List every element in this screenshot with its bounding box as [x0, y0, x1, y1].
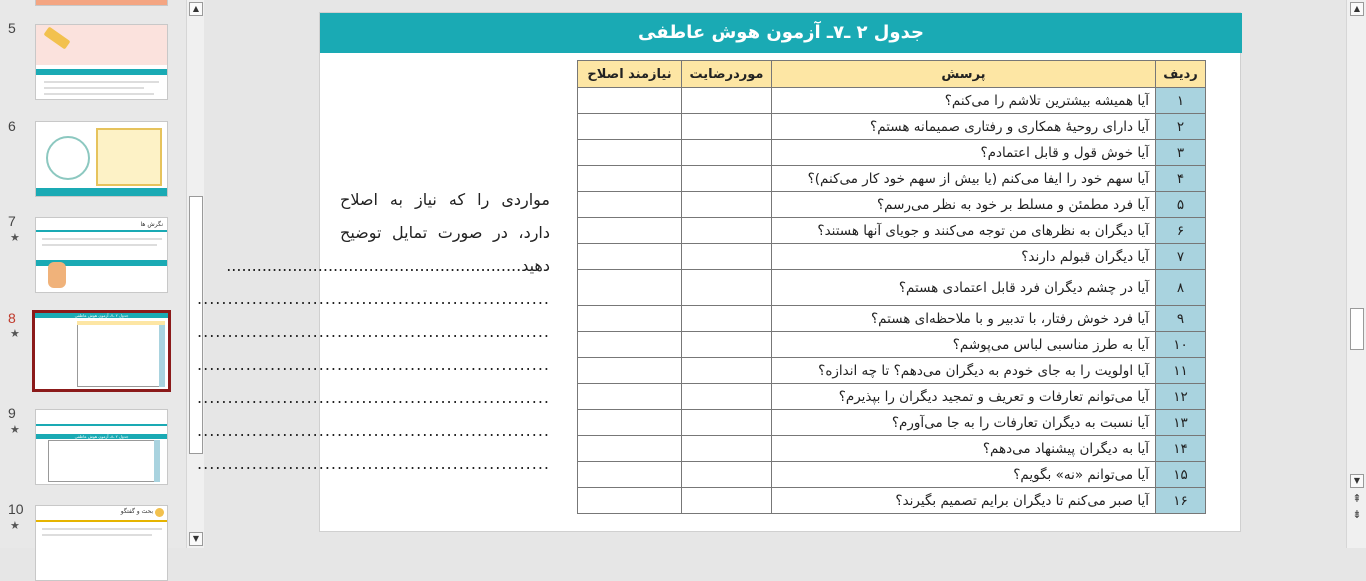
question-cell: آیا سهم خود را ایفا می‌کنم (یا بیش از سهم خود کار می‌کنم)؟: [772, 166, 1156, 192]
satisfaction-cell[interactable]: [682, 166, 772, 192]
table-row: [578, 140, 1206, 166]
needs-fix-cell[interactable]: [578, 436, 682, 462]
comment-text-box[interactable]: [197, 183, 550, 480]
slide-editor[interactable]: [197, 0, 1346, 548]
table-row: [578, 244, 1206, 270]
needs-fix-cell[interactable]: [578, 410, 682, 436]
satisfaction-cell[interactable]: [682, 244, 772, 270]
editor-scroll-up-button[interactable]: ▲: [1350, 2, 1364, 16]
scroll-down-button[interactable]: ▼: [189, 532, 203, 546]
slide-thumbnail-6[interactable]: [35, 121, 168, 197]
header-satisfaction: موردرضایت: [682, 61, 772, 88]
question-cell: آیا دیگران قبولم دارند؟: [772, 244, 1156, 270]
header-row-number: ردیف: [1156, 61, 1206, 88]
dotted-line-6: ..........................................................: [197, 454, 550, 473]
question-cell: آیا همیشه بیشترین تلاشم را می‌کنم؟: [772, 88, 1156, 114]
question-cell: آیا دیگران به نظرهای من توجه می‌کنند و جویای آنها هستند؟: [772, 218, 1156, 244]
header-needs-fix: نیازمند اصلاح: [578, 61, 682, 88]
needs-fix-cell[interactable]: [578, 488, 682, 514]
table-row: [578, 410, 1206, 436]
row-number: ۱: [1156, 88, 1206, 114]
question-cell: آیا در چشم دیگران فرد قابل اعتمادی هستم؟: [772, 270, 1156, 306]
slide-7-animation-icon: ★: [10, 231, 20, 244]
needs-fix-cell[interactable]: [578, 332, 682, 358]
question-cell: آیا به طرز مناسبی لباس می‌پوشم؟: [772, 332, 1156, 358]
table-row: [578, 88, 1206, 114]
needs-fix-cell[interactable]: [578, 88, 682, 114]
table-row: [578, 436, 1206, 462]
slide-thumbnail-8[interactable]: جدول ۲ ـ۷ـ آزمون هوش عاطفی: [32, 310, 171, 392]
satisfaction-cell[interactable]: [682, 384, 772, 410]
row-number: ۱۶: [1156, 488, 1206, 514]
satisfaction-cell[interactable]: [682, 358, 772, 384]
table-row: [578, 192, 1206, 218]
slide-thumbnail-10[interactable]: بحث و گفتگو: [35, 505, 168, 581]
dotted-line-5: ..........................................................: [197, 421, 550, 440]
table-row: [578, 462, 1206, 488]
row-number: ۳: [1156, 140, 1206, 166]
satisfaction-cell[interactable]: [682, 332, 772, 358]
row-number: ۱۲: [1156, 384, 1206, 410]
slide-thumbnail-4[interactable]: [35, 0, 168, 6]
editor-scroll-thumb[interactable]: [1350, 308, 1364, 350]
row-number: ۱۳: [1156, 410, 1206, 436]
dotted-line-1: ..........................................................: [197, 289, 550, 308]
row-number: ۷: [1156, 244, 1206, 270]
satisfaction-cell[interactable]: [682, 410, 772, 436]
table-row: [578, 114, 1206, 140]
table-row: [578, 384, 1206, 410]
slide-8-animation-icon: ★: [10, 327, 20, 340]
table-row: [578, 270, 1206, 306]
row-number: ۲: [1156, 114, 1206, 140]
question-cell: آیا می‌توانم «نه» بگویم؟: [772, 462, 1156, 488]
satisfaction-cell[interactable]: [682, 462, 772, 488]
previous-slide-button[interactable]: ⇞: [1352, 492, 1362, 505]
satisfaction-cell[interactable]: [682, 192, 772, 218]
needs-fix-cell[interactable]: [578, 166, 682, 192]
table-row: [578, 488, 1206, 514]
next-slide-button[interactable]: ⇟: [1352, 508, 1362, 521]
satisfaction-cell[interactable]: [682, 488, 772, 514]
needs-fix-cell[interactable]: [578, 218, 682, 244]
row-number: ۱۱: [1156, 358, 1206, 384]
header-question: پرسش: [772, 61, 1156, 88]
dotted-line-0: ..........................................................: [226, 256, 522, 275]
editor-scroll-down-button[interactable]: ▼: [1350, 474, 1364, 488]
satisfaction-cell[interactable]: [682, 306, 772, 332]
table-row: [578, 332, 1206, 358]
row-number: ۸: [1156, 270, 1206, 306]
satisfaction-cell[interactable]: [682, 218, 772, 244]
question-cell: آیا به دیگران پیشنهاد می‌دهم؟: [772, 436, 1156, 462]
needs-fix-cell[interactable]: [578, 270, 682, 306]
comment-instruction: مواردی را که نیاز به اصلاح دارد، در صورت تمایل توضیح دهید: [340, 190, 550, 275]
slide-number-8: 8: [8, 310, 16, 326]
question-cell: آیا دارای روحیۀ همکاری و رفتاری صمیمانه هستم؟: [772, 114, 1156, 140]
slide-10-animation-icon: ★: [10, 519, 20, 532]
satisfaction-cell[interactable]: [682, 114, 772, 140]
slide-number-7: 7: [8, 213, 16, 229]
editor-scrollbar[interactable]: [1346, 0, 1366, 548]
satisfaction-cell[interactable]: [682, 270, 772, 306]
question-cell: آیا خوش قول و قابل اعتمادم؟: [772, 140, 1156, 166]
row-number: ۹: [1156, 306, 1206, 332]
needs-fix-cell[interactable]: [578, 114, 682, 140]
dotted-line-2: ..........................................................: [197, 322, 550, 341]
row-number: ۱۴: [1156, 436, 1206, 462]
row-number: ۵: [1156, 192, 1206, 218]
slide-number-6: 6: [8, 118, 16, 134]
needs-fix-cell[interactable]: [578, 358, 682, 384]
satisfaction-cell[interactable]: [682, 436, 772, 462]
question-cell: آیا فرد مطمئن و مسلط بر خود به نظر می‌رسم؟: [772, 192, 1156, 218]
slide-title-banner[interactable]: جدول ۲ ـ۷ـ آزمون هوش عاطفی: [320, 13, 1242, 53]
question-cell: آیا می‌توانم تعارفات و تعریف و تمجید دیگران را بپذیرم؟: [772, 384, 1156, 410]
current-slide[interactable]: [197, 12, 1241, 532]
dotted-line-3: ..........................................................: [197, 355, 550, 374]
needs-fix-cell[interactable]: [578, 140, 682, 166]
table-row: [578, 218, 1206, 244]
slide-thumbnails-pane[interactable]: [0, 0, 186, 548]
row-number: ۱۰: [1156, 332, 1206, 358]
slide-9-animation-icon: ★: [10, 423, 20, 436]
slide-number-5: 5: [8, 20, 16, 36]
satisfaction-cell[interactable]: [682, 88, 772, 114]
table-row: [578, 166, 1206, 192]
question-cell: آیا نسبت به دیگران تعارفات را به جا می‌آورم؟: [772, 410, 1156, 436]
row-number: ۴: [1156, 166, 1206, 192]
slide-number-10: 10: [8, 501, 24, 517]
needs-fix-cell[interactable]: [578, 192, 682, 218]
slide-thumbnail-9[interactable]: جدول ۲ ـ۸ـ آزمون هوش عاطفی: [35, 409, 168, 485]
table-header-row: [578, 61, 1206, 88]
needs-fix-cell[interactable]: [578, 462, 682, 488]
needs-fix-cell[interactable]: [578, 306, 682, 332]
slide-number-9: 9: [8, 405, 16, 421]
question-cell: آیا فرد خوش رفتار، با تدبیر و با ملاحظه‌ای هستم؟: [772, 306, 1156, 332]
table-row: [578, 358, 1206, 384]
satisfaction-cell[interactable]: [682, 140, 772, 166]
row-number: ۱۵: [1156, 462, 1206, 488]
table-row: [578, 306, 1206, 332]
emotional-intelligence-table[interactable]: [577, 60, 1206, 514]
question-cell: آیا صبر می‌کنم تا دیگران برایم تصمیم بگیرند؟: [772, 488, 1156, 514]
needs-fix-cell[interactable]: [578, 384, 682, 410]
scroll-up-button[interactable]: ▲: [189, 2, 203, 16]
row-number: ۶: [1156, 218, 1206, 244]
dotted-line-4: ..........................................................: [197, 388, 550, 407]
question-cell: آیا اولویت را به جای خودم به دیگران می‌دهم؟ تا چه اندازه؟: [772, 358, 1156, 384]
slide-thumbnail-7[interactable]: نگرش ها: [35, 217, 168, 293]
slide-thumbnail-5[interactable]: [35, 24, 168, 100]
needs-fix-cell[interactable]: [578, 244, 682, 270]
